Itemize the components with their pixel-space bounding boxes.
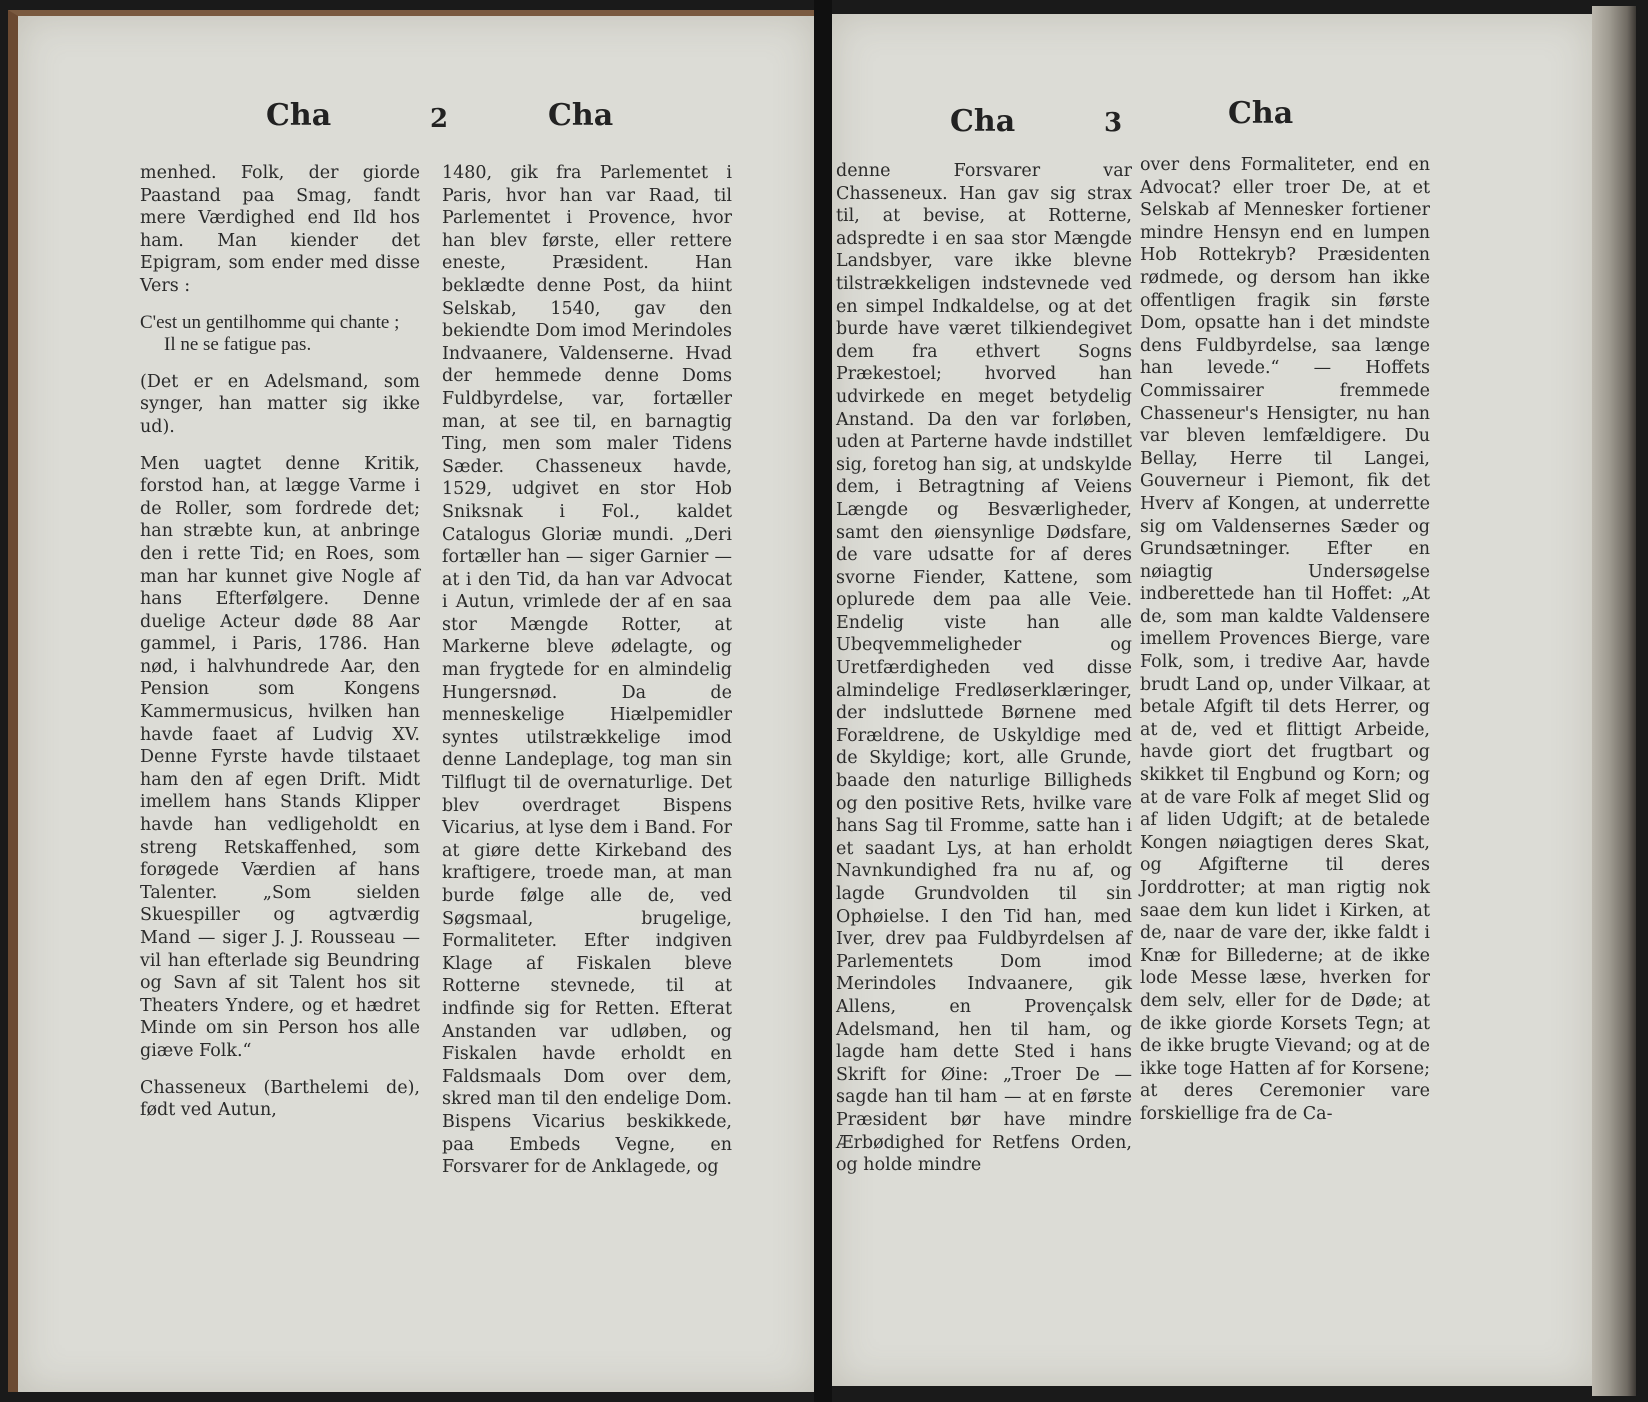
verse-line: C'est un gentilhomme qui chante ; xyxy=(140,311,400,333)
page-number: 2 xyxy=(430,104,449,134)
running-head-right: Cha xyxy=(548,98,614,133)
running-head-right: Cha xyxy=(1228,96,1294,131)
page-edges xyxy=(1592,6,1636,1396)
running-head-left: Cha xyxy=(950,104,1016,139)
running-head-left: Cha xyxy=(266,98,332,133)
left-page xyxy=(8,10,814,1392)
page-number: 3 xyxy=(1104,108,1123,138)
right-page-column-1 xyxy=(836,160,1132,1177)
paragraph: (Det er en Adelsmand, som synger, han matter sig ikke ud). xyxy=(140,371,420,437)
paragraph: denne Forsvarer var Chasseneux. Han gav sig strax til, at bevise, at Rotterne, adspredte i en saa stor Mængde Landsbyer, vare ikke blevne tilstrækkeligen indstevnede ved en simpel Indkaldelse, og at det burde have været tilkiendegivet dem fra ethvert Sogns Prækestoel; hvorved han udvirkede en meget betydelig Anstand. Da den var forløben, uden at Parterne havde indstillet sig, foretog han sig, at undskylde dem, i Betragtning af Veiens Længde og Besværligheder, samt den øiensynlige Dødsfare, de vare udsatte for af deres svorne Fiender, Kattene, som oplurede dem paa alle Veie. Endelig viste han alle Ubeqvemmeligheder og Uretfærdigheden ved disse almindelige Fredløserklæringer, der indsluttede Børnene med Forældrene, de Uskyldige med de Skyldige; kort, alle Grunde, baade den naturlige Billigheds og den positive Rets, hvilke vare hans Sag til Fromme, satte han i et saadant Lys, at han erholdt Navnkundighed fra nu af, og lagde Grundvolden til sin Ophøielse. I den Tid han, med Iver, drev paa Fuldbyrdelsen af Parlementets Dom imod Merindoles Indvaanere, gik Allens, en Provençalsk Adelsmand, hen til ham, og lagde ham dette Sted i hans Skrift for Øine: „Troer De — sagde han til ham — at en første Præsident bør have mindre Ærbødighed for Retfens Orden, og holde mindre xyxy=(836,161,1132,1176)
right-page xyxy=(832,14,1592,1386)
book-gutter xyxy=(814,0,832,1402)
right-page-column-2 xyxy=(1140,154,1430,1126)
paragraph: Chasseneux (Barthelemi de), født ved Autun, xyxy=(140,1077,420,1121)
paragraph: 1480, gik fra Parlementet i Paris, hvor han var Raad, til Parlementet i Provence, hvor han blev første, eller rettere eneste, Præsident. Han beklædte denne Post, da hiint Selskab, 1540, gav den bekiendte Dom imod Merindoles Indvaanere, Valdenserne. Hvad der hemmede denne Doms Fuldbyrdelse, var, fortæller man, at see til, en barnagtig Ting, men som maler Tidens Sæder. Chasseneux havde, 1529, udgivet en stor Hob Sniksnak i Fol., kaldet Catalogus Gloriæ mundi. „Deri fortæller han — siger Garnier — at i den Tid, da han var Advocat i Autun, vrimlede der af en saa stor Mængde Rotter, at Markerne bleve ødelagte, og man frygtede for en almindelig Hungersnød. Da de menneskelige Hiælpemidler syntes utilstrækkelige imod denne Landeplage, tog man sin Tilflugt til de overnaturlige. Det blev overdraget Bispens Vicarius, at lyse dem i Band. For at giøre dette Kirkeband des kraftigere, troede man, at man burde følge alle de, ved Søgsmaal, brugelige, Formaliteter. Efter indgiven Klage af Fiskalen bleve Rotterne stevnede, til at indfinde sig for Retten. Efterat Anstanden var udløben, og Fiskalen havde erholdt en Faldsmaals Dom over dem, skred man til den endelige Dom. Bispens Vicarius beskikkede, paa Embeds Vegne, en Forsvarer for de Anklagede, og xyxy=(442,163,732,1178)
paragraph: over dens Formaliteter, end en Advocat? eller troer De, at et Selskab af Mennesker fortiener mindre Hensyn end en lumpen Hob Rottekryb? Præsidenten rødmede, og dersom han ikke offentligen fragik sin første Dom, opsatte han i det mindste dens Fuldbyrdelse, saa længe han levede.“ — Hoffets Commissairer fremmede Chasseneur's Hensigter, nu han var bleven lemfældigere. Du Bellay, Herre til Langei, Gouverneur i Piemont, fik det Hverv af Kongen, at underrette sig om Valdensernes Sæder og Grundsætninger. Efter en nøiagtig Undersøgelse indberettede han til Hoffet: „At de, som man kaldte Valdensere imellem Provences Bierge, vare Folk, som, i tredive Aar, havde brudt Land op, under Vilkaar, at betale Afgift til dets Herrer, og at de, ved et flittigt Arbeide, havde giort det frugtbart og skikket til Engbund og Korn; og at de vare Folk af meget Slid og af liden Udgift; at de betalede Kongen nøiagtigen deres Skat, og Afgifterne til deres Jorddrotter; at man rigtig nok saae dem kun lidet i Kirken, at de, naar de vare der, ikke faldt i Knæ for Billederne; at de ikke lode Messe læse, hverken for dem selv, eller for de Døde; at de ikke giorde Korsets Tegn; at de ikke brugte Vievand; og at de ikke toge Hatten af for Korsene; at deres Ceremonier vare forskiellige fra de Ca- xyxy=(1140,155,1430,1124)
paragraph: menhed. Folk, der giorde Paastand paa Smag, fandt mere Værdighed end Ild hos ham. Man kiender det Epigram, som ender med disse Vers : xyxy=(140,163,420,296)
left-page-column-1 xyxy=(140,162,420,1122)
verse-line: Il ne se fatigue pas. xyxy=(164,334,312,356)
paragraph: Men uagtet denne Kritik, forstod han, at lægge Varme i de Roller, som fordrede det; han stræbte kun, at anbringe den i rette Tid; en Roes, som man har kunnet give Nogle af hans Efterfølgere. Denne duelige Acteur døde 88 Aar gammel, i Paris, 1786. Han nød, i halvhundrede Aar, den Pension som Kongens Kammermusicus, hvilken han havde faaet af Ludvig XV. Denne Fyrste havde tilstaaet ham den af egen Drift. Midt imellem hans Stands Klipper havde han vedligeholdt en streng Retskaffenhed, som forøgede Værdien af hans Talenter. „Som sielden Skuespiller og agtværdig Mand — siger J. J. Rousseau — vil han efterlade sig Beundring og Savn af sit Talent hos sit Theaters Yndere, og et hædret Minde om sin Person hos alle giæve Folk.“ xyxy=(140,453,420,1061)
left-page-column-2 xyxy=(442,162,732,1179)
